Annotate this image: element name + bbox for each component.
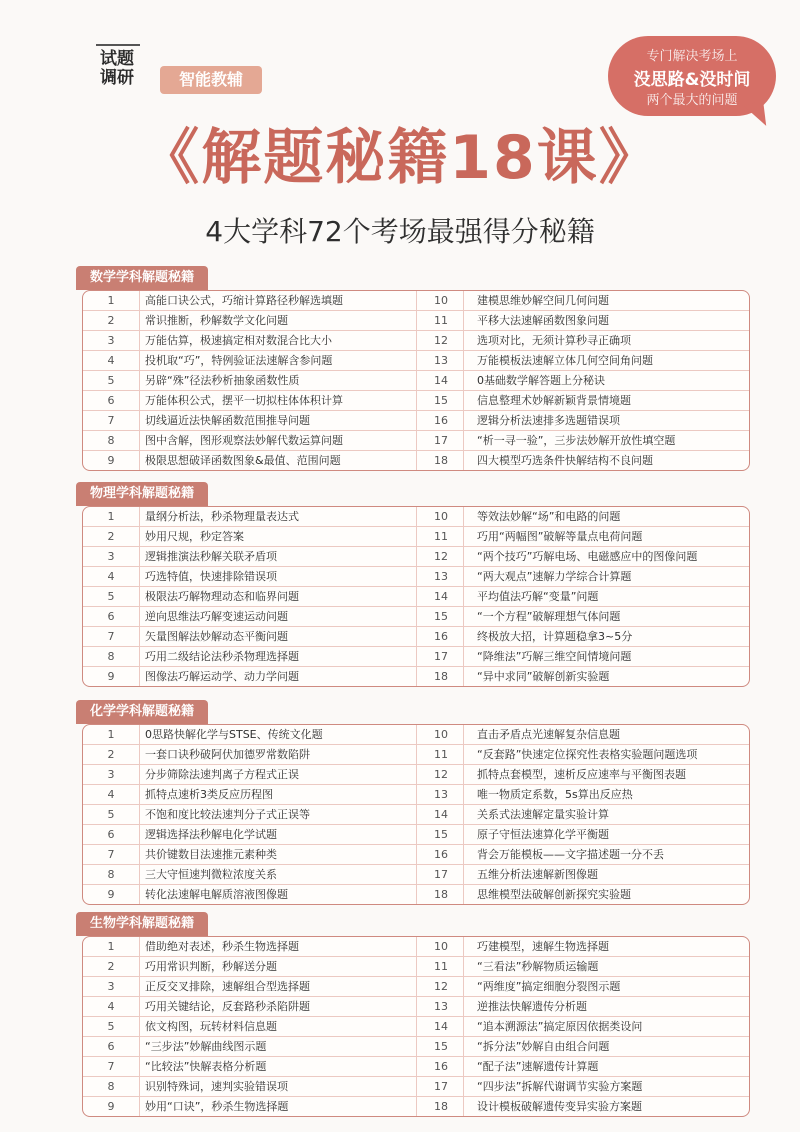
table-row bbox=[83, 627, 749, 647]
lesson-number: 18 bbox=[434, 670, 448, 683]
lesson-title: “四步法”拆解代谢调节实验方案题 bbox=[477, 1080, 643, 1093]
section-label: 生物学科解题秘籍 bbox=[76, 912, 208, 936]
lesson-number: 17 bbox=[434, 434, 448, 447]
lesson-title: 直击矛盾点光速解复杂信息题 bbox=[477, 728, 620, 741]
lesson-number: 13 bbox=[434, 788, 448, 801]
page-subtitle: 4大学科72个考场最强得分秘籍 bbox=[205, 215, 595, 248]
lesson-number: 3 bbox=[107, 980, 115, 993]
lesson-title: 巧用关键结论，反套路秒杀陷阱题 bbox=[145, 1000, 310, 1013]
table-row bbox=[83, 937, 749, 957]
lesson-title: 图像法巧解运动学、动力学问题 bbox=[145, 670, 299, 683]
table-row bbox=[83, 785, 749, 805]
lesson-number: 2 bbox=[107, 530, 115, 543]
lesson-title: 抓特点速析3类反应历程图 bbox=[145, 788, 273, 801]
lesson-number: 8 bbox=[107, 1080, 115, 1093]
section-table bbox=[82, 290, 750, 471]
lesson-title: “异中求同”破解创新实验题 bbox=[477, 670, 610, 683]
lesson-title: 巧建模型，速解生物选择题 bbox=[477, 940, 609, 953]
lesson-title: 巧用二级结论法秒杀物理选择题 bbox=[145, 650, 299, 663]
lesson-number: 4 bbox=[107, 1000, 115, 1013]
table-row bbox=[83, 351, 749, 371]
lesson-title: 巧用“两幅图”破解等量点电荷问题 bbox=[477, 530, 643, 543]
lesson-title: 万能体积公式，摆平一切拟柱体体积计算 bbox=[145, 394, 343, 407]
lesson-number: 15 bbox=[434, 394, 448, 407]
lesson-number: 8 bbox=[107, 434, 115, 447]
lesson-title: 分步筛除法速判离子方程式正误 bbox=[145, 768, 299, 781]
table-row bbox=[83, 527, 749, 547]
lesson-title: 逆推法快解遗传分析题 bbox=[477, 1000, 587, 1013]
lesson-title: 原子守恒法速算化学平衡题 bbox=[477, 828, 609, 841]
table-row bbox=[83, 745, 749, 765]
lesson-number: 11 bbox=[434, 530, 448, 543]
lesson-number: 17 bbox=[434, 1080, 448, 1093]
lesson-number: 1 bbox=[107, 940, 115, 953]
table-row bbox=[83, 507, 749, 527]
lesson-title: “配子法”速解遗传计算题 bbox=[477, 1060, 599, 1073]
lesson-number: 8 bbox=[107, 650, 115, 663]
lesson-number: 9 bbox=[107, 670, 115, 683]
lesson-title: 妙用“口诀”，秒杀生物选择题 bbox=[145, 1100, 289, 1113]
lesson-title: 共价键数目法速推元素种类 bbox=[145, 848, 277, 861]
lesson-number: 5 bbox=[107, 590, 115, 603]
logo-mark bbox=[96, 44, 140, 50]
lesson-number: 17 bbox=[434, 868, 448, 881]
lesson-title: “拆分法”妙解自由组合问题 bbox=[477, 1040, 610, 1053]
table-row bbox=[83, 607, 749, 627]
lesson-title: 逻辑选择法秒解电化学试题 bbox=[145, 828, 277, 841]
section-table bbox=[82, 506, 750, 687]
lesson-number: 12 bbox=[434, 550, 448, 563]
lesson-number: 14 bbox=[434, 1020, 448, 1033]
section-label: 物理学科解题秘籍 bbox=[76, 482, 208, 506]
logo-line2: 调研 bbox=[100, 68, 134, 88]
lesson-number: 15 bbox=[434, 610, 448, 623]
lesson-title: 正反交叉排除，速解组合型选择题 bbox=[145, 980, 310, 993]
lesson-number: 9 bbox=[107, 1100, 115, 1113]
lesson-title: “两大观点”速解力学综合计算题 bbox=[477, 570, 632, 583]
lesson-title: 转化法速解电解质溶液图像题 bbox=[145, 888, 288, 901]
bubble-line3: 两个最大的问题 bbox=[646, 93, 738, 108]
lesson-title: 关系式法速解定量实验计算 bbox=[477, 808, 609, 821]
lesson-title: 建模思维妙解空间几何问题 bbox=[477, 294, 609, 307]
lesson-title: 万能估算，极速搞定相对数混合比大小 bbox=[145, 334, 332, 347]
lesson-number: 6 bbox=[107, 610, 115, 623]
lesson-number: 2 bbox=[107, 960, 115, 973]
lesson-title: 矢量图解法妙解动态平衡问题 bbox=[145, 630, 288, 643]
lesson-number: 11 bbox=[434, 314, 448, 327]
lesson-title: 背会万能模板——文字描述题一分不丢 bbox=[477, 848, 664, 861]
lesson-title: 另辟“殊”径法秒析抽象函数性质 bbox=[145, 374, 300, 387]
lesson-number: 12 bbox=[434, 980, 448, 993]
lesson-title: “三看法”秒解物质运输题 bbox=[477, 960, 599, 973]
lesson-number: 18 bbox=[434, 1100, 448, 1113]
lesson-number: 18 bbox=[434, 888, 448, 901]
lesson-number: 3 bbox=[107, 334, 115, 347]
lesson-title: 极限思想破译函数图象&最值、范围问题 bbox=[145, 454, 341, 467]
lesson-title: 抓特点套模型，速析反应速率与平衡图表题 bbox=[477, 768, 686, 781]
lesson-title: 极限法巧解物理动态和临界问题 bbox=[145, 590, 299, 603]
lesson-number: 17 bbox=[434, 650, 448, 663]
lesson-number: 1 bbox=[107, 294, 115, 307]
lesson-number: 8 bbox=[107, 868, 115, 881]
lesson-number: 13 bbox=[434, 570, 448, 583]
table-row bbox=[83, 291, 749, 311]
lesson-number: 5 bbox=[107, 808, 115, 821]
lesson-title: 0思路快解化学与STSE、传统文化题 bbox=[145, 728, 323, 741]
lesson-number: 5 bbox=[107, 374, 115, 387]
lesson-number: 16 bbox=[434, 1060, 448, 1073]
table-row bbox=[83, 825, 749, 845]
table-row bbox=[83, 587, 749, 607]
lesson-number: 3 bbox=[107, 550, 115, 563]
table-row bbox=[83, 431, 749, 451]
lesson-title: 逻辑推演法秒解关联矛盾项 bbox=[145, 550, 277, 563]
table-row bbox=[83, 1057, 749, 1077]
table-row bbox=[83, 311, 749, 331]
lesson-title: “两维度”搞定细胞分裂图示题 bbox=[477, 980, 621, 993]
lesson-title: 妙用尺规，秒定答案 bbox=[145, 530, 244, 543]
lesson-number: 18 bbox=[434, 454, 448, 467]
lesson-title: 一套口诀秒破阿伏加德罗常数陷阱 bbox=[145, 748, 310, 761]
lesson-number: 7 bbox=[107, 1060, 115, 1073]
lesson-title: 唯一物质定系数，5s算出反应热 bbox=[477, 788, 633, 801]
table-row bbox=[83, 667, 749, 686]
logo-line1: 试题 bbox=[100, 49, 134, 69]
table-row bbox=[83, 647, 749, 667]
section-label: 数学学科解题秘籍 bbox=[76, 266, 208, 290]
lesson-number: 15 bbox=[434, 828, 448, 841]
table-row bbox=[83, 865, 749, 885]
lesson-title: 切线逼近法快解函数范围推导问题 bbox=[145, 414, 310, 427]
lesson-number: 14 bbox=[434, 374, 448, 387]
lesson-title: 思维模型法破解创新探究实验题 bbox=[477, 888, 631, 901]
table-row bbox=[83, 331, 749, 351]
page-title: 《解题秘籍18课》 bbox=[139, 123, 661, 193]
lesson-number: 4 bbox=[107, 354, 115, 367]
bubble-line1: 专门解决考场上 bbox=[646, 49, 738, 64]
lesson-title: 平移大法速解函数图象问题 bbox=[477, 314, 609, 327]
lesson-number: 13 bbox=[434, 354, 448, 367]
lesson-number: 16 bbox=[434, 848, 448, 861]
lesson-number: 2 bbox=[107, 314, 115, 327]
lesson-title: 常识推断，秒解数学文化问题 bbox=[145, 314, 288, 327]
lesson-number: 13 bbox=[434, 1000, 448, 1013]
table-row bbox=[83, 371, 749, 391]
lesson-title: 选项对比，无须计算秒寻正确项 bbox=[477, 334, 631, 347]
lesson-number: 4 bbox=[107, 788, 115, 801]
lesson-title: 巧用常识判断，秒解送分题 bbox=[145, 960, 277, 973]
lesson-number: 3 bbox=[107, 768, 115, 781]
table-row bbox=[83, 725, 749, 745]
lesson-title: 高能口诀公式，巧缩计算路径秒解选填题 bbox=[145, 294, 343, 307]
lesson-title: “比较法”快解表格分析题 bbox=[145, 1060, 267, 1073]
section-label: 化学学科解题秘籍 bbox=[76, 700, 208, 724]
lesson-number: 9 bbox=[107, 888, 115, 901]
table-row bbox=[83, 885, 749, 904]
lesson-title: 三大守恒速判微粒浓度关系 bbox=[145, 868, 277, 881]
table-row bbox=[83, 567, 749, 587]
lesson-title: 依文构图，玩转材料信息题 bbox=[145, 1020, 277, 1033]
lesson-number: 14 bbox=[434, 590, 448, 603]
table-row bbox=[83, 1077, 749, 1097]
lesson-title: “降维法”巧解三维空间情境问题 bbox=[477, 650, 632, 663]
lesson-title: 终极放大招，计算题稳拿3~5分 bbox=[477, 630, 633, 643]
lesson-title: 借助绝对表述，秒杀生物选择题 bbox=[145, 940, 299, 953]
lesson-title: 识别特殊词，速判实验错误项 bbox=[145, 1080, 288, 1093]
lesson-number: 9 bbox=[107, 454, 115, 467]
lesson-number: 6 bbox=[107, 394, 115, 407]
lesson-number: 12 bbox=[434, 334, 448, 347]
lesson-title: 四大模型巧选条件快解结构不良问题 bbox=[477, 454, 653, 467]
series-tag: 智能教辅 bbox=[160, 66, 262, 94]
lesson-title: 不饱和度比较法速判分子式正误等 bbox=[145, 808, 310, 821]
lesson-number: 12 bbox=[434, 768, 448, 781]
lesson-number: 15 bbox=[434, 1040, 448, 1053]
lesson-number: 10 bbox=[434, 940, 448, 953]
lesson-title: “三步法”妙解曲线图示题 bbox=[145, 1040, 267, 1053]
lesson-title: 平均值法巧解“变量”问题 bbox=[477, 590, 599, 603]
lesson-number: 11 bbox=[434, 960, 448, 973]
table-row bbox=[83, 765, 749, 785]
table-row bbox=[83, 977, 749, 997]
lesson-title: 逆向思维法巧解变速运动问题 bbox=[145, 610, 288, 623]
table-row bbox=[83, 451, 749, 470]
lesson-title: 逻辑分析法速排多选题错误项 bbox=[477, 414, 620, 427]
lesson-number: 16 bbox=[434, 630, 448, 643]
brand-logo bbox=[86, 50, 148, 98]
lesson-title: 投机取“巧”，特例验证法速解含参问题 bbox=[145, 354, 333, 367]
lesson-title: 图中含解，图形观察法妙解代数运算问题 bbox=[145, 434, 343, 447]
lesson-title: “析一寻一验”，三步法妙解开放性填空题 bbox=[477, 434, 676, 447]
lesson-title: 等效法妙解“场”和电路的问题 bbox=[477, 510, 621, 523]
lesson-title: “追本溯源法”搞定原因依据类设问 bbox=[477, 1020, 643, 1033]
lesson-title: 信息整理术妙解新颖背景情境题 bbox=[477, 394, 631, 407]
lesson-number: 7 bbox=[107, 414, 115, 427]
table-row bbox=[83, 845, 749, 865]
lesson-number: 4 bbox=[107, 570, 115, 583]
lesson-number: 1 bbox=[107, 510, 115, 523]
lesson-number: 10 bbox=[434, 728, 448, 741]
lesson-title: 量纲分析法，秒杀物理量表达式 bbox=[145, 510, 299, 523]
lesson-number: 6 bbox=[107, 1040, 115, 1053]
lesson-number: 10 bbox=[434, 294, 448, 307]
lesson-number: 1 bbox=[107, 728, 115, 741]
table-row bbox=[83, 805, 749, 825]
table-row bbox=[83, 957, 749, 977]
table-row bbox=[83, 997, 749, 1017]
lesson-title: 0基础数学解答题上分秘诀 bbox=[477, 374, 605, 387]
lesson-title: 万能模板法速解立体几何空间角问题 bbox=[477, 354, 653, 367]
lesson-number: 16 bbox=[434, 414, 448, 427]
lesson-number: 11 bbox=[434, 748, 448, 761]
lesson-number: 14 bbox=[434, 808, 448, 821]
lesson-number: 6 bbox=[107, 828, 115, 841]
lesson-number: 2 bbox=[107, 748, 115, 761]
lesson-title: “一个方程”破解理想气体问题 bbox=[477, 610, 621, 623]
table-row bbox=[83, 547, 749, 567]
table-row bbox=[83, 1017, 749, 1037]
lesson-title: 巧选特值，快速排除错误项 bbox=[145, 570, 277, 583]
section-table bbox=[82, 936, 750, 1117]
lesson-title: “两个技巧”巧解电场、电磁感应中的图像问题 bbox=[477, 550, 698, 563]
section-table bbox=[82, 724, 750, 905]
lesson-number: 5 bbox=[107, 1020, 115, 1033]
table-row bbox=[83, 391, 749, 411]
lesson-title: 设计模板破解遗传变异实验方案题 bbox=[477, 1100, 642, 1113]
bubble-line2: 没思路&没时间 bbox=[633, 70, 751, 90]
table-row bbox=[83, 411, 749, 431]
lesson-title: 五维分析法速解新图像题 bbox=[477, 868, 598, 881]
lesson-number: 7 bbox=[107, 630, 115, 643]
table-row bbox=[83, 1037, 749, 1057]
lesson-number: 10 bbox=[434, 510, 448, 523]
table-row bbox=[83, 1097, 749, 1116]
promo-bubble bbox=[608, 36, 776, 116]
lesson-number: 7 bbox=[107, 848, 115, 861]
lesson-title: “反套路”快速定位探究性表格实验题问题选项 bbox=[477, 748, 698, 761]
